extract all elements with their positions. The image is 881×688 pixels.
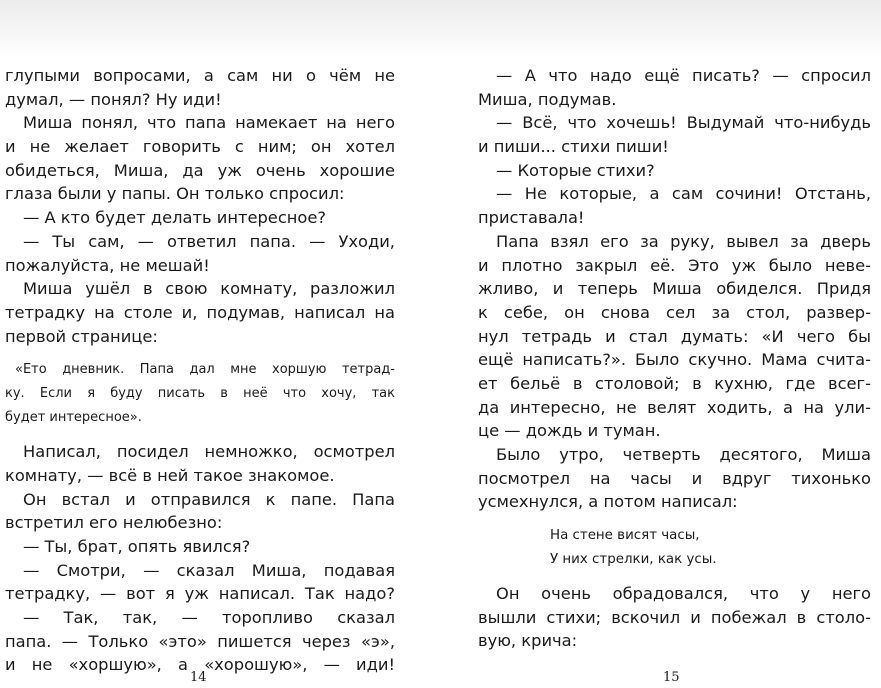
text-line: — Которые стихи? — [496, 160, 655, 180]
text-line: ещё написать?». Было скучно. Мама счита- — [478, 350, 871, 370]
diary-line: будет интересное». — [5, 410, 142, 426]
text-line: Папа взял его за руку, вывел за дверь — [496, 231, 871, 251]
right-page — [478, 64, 871, 653]
text-line: це — дождь и туман. — [478, 421, 661, 441]
page-number-left: 14 — [190, 670, 207, 685]
text-line: тетрадку, — вот я уж написал. Так надо? — [5, 584, 395, 604]
diary-line: ку. Если я буду писать в неё что хочу, так — [5, 386, 395, 402]
text-line: да интересно, не велят ходить, а на ули- — [478, 397, 871, 417]
text-line: глупыми вопросами, а сам ни о чём не — [5, 66, 395, 85]
text-line: обидеться, Миша, да уж очень хорошие — [5, 160, 395, 180]
text-line: и не желает говорить с ним; он хотел — [5, 137, 395, 157]
poem-line: У них стрелки, как усы. — [550, 552, 717, 568]
text-line: усмехнулся, а потом написал: — [478, 492, 738, 512]
text-line: — Так, так, — торопливо сказал — [23, 608, 395, 628]
text-line: Написал, посидел немножко, осмотрел — [23, 442, 395, 462]
text-line: — Ты сам, — ответил папа. — Уходи, — [23, 231, 395, 251]
text-line: — Ты, брат, опять явился? — [23, 537, 251, 556]
text-line: приставала! — [478, 208, 585, 228]
text-line: посмотрел на часы и вдруг тихонько — [478, 468, 871, 488]
text-line: — Всё, что хочешь! Выдумай что-нибудь — [496, 113, 871, 133]
text-line: и не «хоршую», а «хорошую», — иди! — [5, 655, 395, 675]
text-line: Миша понял, что папа намекает на него — [23, 113, 395, 133]
page-number-right: 15 — [663, 670, 680, 685]
text-line: вышли стихи; вскочил и побежал в столо- — [478, 607, 871, 627]
text-line: жливо, и теперь Миша обиделся. Придя — [478, 279, 871, 299]
text-line: к себе, он снова сел за стол, развер- — [478, 302, 871, 322]
text-line: пожалуйста, не мешай! — [5, 255, 210, 275]
text-line: Он очень обрадовался, что у него — [496, 584, 871, 604]
text-line: — А кто будет делать интересное? — [23, 208, 327, 228]
text-line: думал, — понял? Ну иди! — [5, 89, 222, 109]
poem — [478, 524, 871, 572]
text-line: глаза были у папы. Он только спросил: — [5, 184, 345, 204]
text-line: первой странице: — [5, 326, 158, 346]
top-shadow — [0, 0, 881, 58]
text-line: и пиши... стихи пиши! — [478, 137, 669, 157]
text-line: нул тетрадь и стал думать: «И чего бы — [478, 326, 871, 346]
text-line: комнату, — всё в ней такое знакомое. — [5, 465, 335, 485]
left-page — [5, 64, 395, 677]
text-line: Миша, подумав. — [478, 89, 617, 109]
text-line: тетрадку на столе и, подумав, написал на — [5, 302, 395, 322]
text-line: Миша ушёл в свою комнату, разложил — [23, 279, 395, 299]
text-line: — А что надо ещё писать? — спросил — [496, 66, 871, 85]
text-line: — Смотри, — сказал Миша, подавая — [23, 560, 395, 580]
text-line: Было утро, четверть десятого, Миша — [496, 445, 871, 464]
text-line: Он встал и отправился к папе. Папа — [23, 489, 395, 509]
text-line: встретил его нелюбезно: — [5, 513, 223, 533]
text-line: и плотно закрыл её. Это уж было неве- — [478, 255, 871, 275]
poem-line: На стене висят часы, — [550, 528, 700, 544]
text-line: папа. — Только «это» пишется через «э», — [5, 631, 395, 651]
text-line: — Не которые, а сам сочини! Отстань, — [496, 184, 871, 204]
text-line: вую, крича: — [478, 631, 578, 651]
diary-line: «Ето дневник. Папа дал мне хоршую тетрад- — [15, 362, 395, 378]
diary-entry — [5, 358, 395, 430]
text-line: ет бельё в столовой; в кухню, где всег- — [478, 373, 871, 393]
